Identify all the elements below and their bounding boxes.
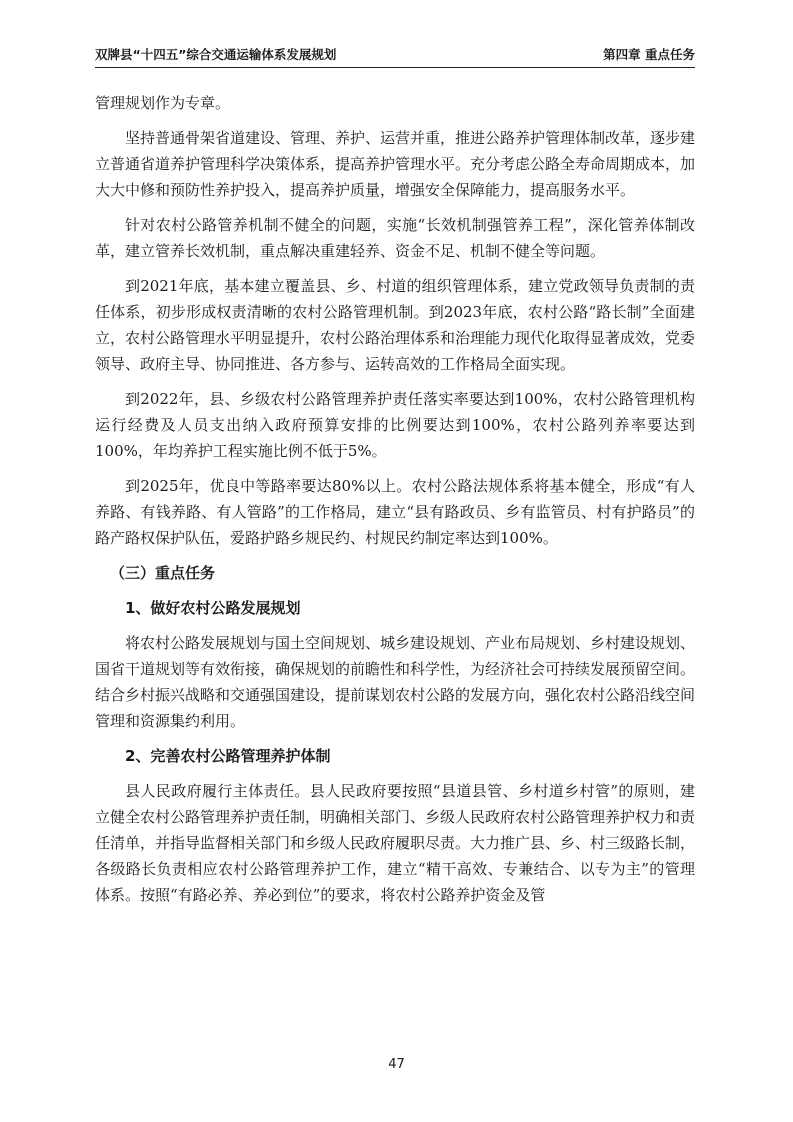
paragraph: 到2025年，优良中等路率要达80%以上。农村公路法规体系将基本健全，形成“有人养路、有钱养路、有人管路”的工作格局，建立“县有路政员、乡有监管员、村有护路员”的路产路权保护队伍，爱路护路乡规民约、村规民约制定率达到100%。 xyxy=(95,477,695,547)
paragraph-continued: 管理规划作为专章。 xyxy=(95,94,231,112)
paragraph: 坚持普通骨架省道建设、管理、养护、运营并重，推进公路养护管理体制改革，逐步建立普通省道养护管理科学决策体系，提高养护管理水平。充分考虑公路全寿命周期成本，加大大中修和预防性养护投入，提高养护质量，增强安全保障能力，提高服务水平。 xyxy=(95,129,696,199)
subsection-heading-2: 2、完善农村公路管理养护体制 xyxy=(125,747,331,765)
paragraph: 到2022年，县、乡级农村公路管理养护责任落实率要达到100%，农村公路管理机构运行经费及人员支出纳入政府预算安排的比例要达到100%，农村公路列养率要达到100%，年均养护工程实施比例不低于5%。 xyxy=(95,390,695,460)
section-heading: （三）重点任务 xyxy=(110,564,216,582)
page-body xyxy=(95,90,695,917)
page-number: 47 xyxy=(388,1057,405,1072)
paragraph: 针对农村公路管养机制不健全的问题，实施“长效机制强管养工程”，深化管养体制改革，建立管养长效机制，重点解决重建轻养、资金不足、机制不健全等问题。 xyxy=(95,216,695,260)
paragraph: 将农村公路发展规划与国土空间规划、城乡建设规划、产业布局规划、乡村建设规划、国省干道规划等有效衔接，确保规划的前瞻性和科学性，为经济社会可持续发展预留空间。结合乡村振兴战略和交通强国建设，提前谋划农村公路的发展方向，强化农村公路沿线空间管理和资源集约利用。 xyxy=(95,634,696,730)
header-document-title: 双牌县“十四五”综合交通运输体系发展规划 xyxy=(95,47,337,62)
paragraph: 县人民政府履行主体责任。县人民政府要按照“县道县管、乡村道乡村管”的原则，建立健全农村公路管理养护责任制，明确相关部门、乡级人民政府农村公路管理养护权力和责任清单，并指导监督相关部门和乡级人民政府履职尽责。大力推广县、乡、村三级路长制，各级路长负责相应农村公路管理养护工作，建立“精干高效、专兼结合、以专为主”的管理体系。按照“有路必养、养必到位”的要求，将农村公路养护资金及管 xyxy=(95,782,696,904)
header-chapter-title: 第四章 重点任务 xyxy=(603,47,695,62)
page-header xyxy=(95,44,695,68)
subsection-heading-1: 1、做好农村公路发展规划 xyxy=(125,599,301,617)
paragraph: 到2021年底，基本建立覆盖县、乡、村道的组织管理体系，建立党政领导负责制的责任体系，初步形成权责清晰的农村公路管理机制。到2023年底，农村公路“路长制”全面建立，农村公路管理水平明显提升，农村公路治理体系和治理能力现代化取得显著成效，党委领导、政府主导、协同推进、各方参与、运转高效的工作格局全面实现。 xyxy=(95,277,696,373)
